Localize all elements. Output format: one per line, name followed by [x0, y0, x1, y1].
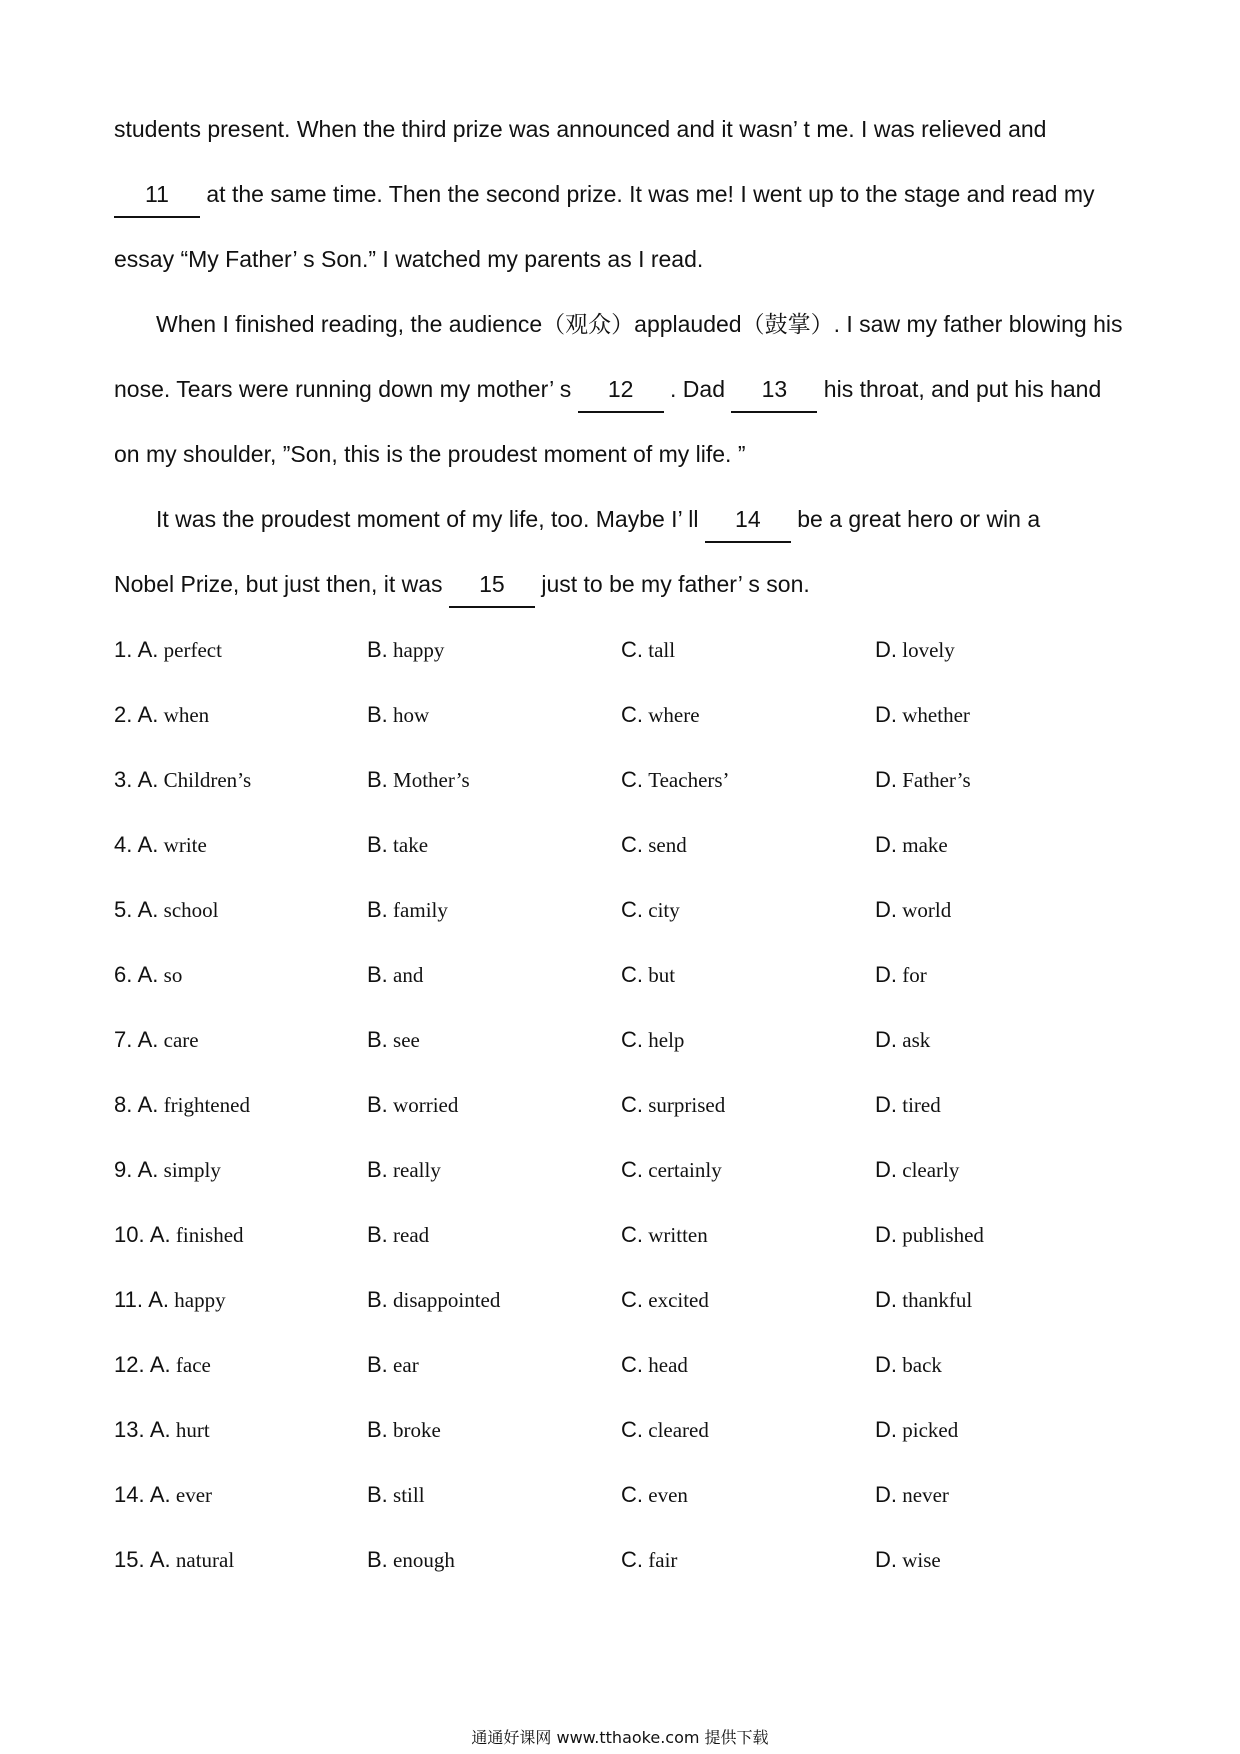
option-b — [367, 955, 423, 995]
option-text: head — [648, 1353, 688, 1377]
option-c — [621, 1215, 708, 1255]
passage-text: essay “My Father’ s Son.” I watched my parents as I read. — [114, 246, 704, 272]
option-text: lovely — [902, 638, 955, 662]
option-text: even — [648, 1483, 688, 1507]
option-text: help — [648, 1028, 685, 1052]
option-letter: C. — [621, 832, 643, 857]
option-d — [875, 1280, 972, 1320]
option-d — [875, 825, 948, 865]
option-b — [367, 630, 444, 670]
option-letter: B. — [367, 897, 388, 922]
question-number: 4. — [114, 832, 133, 857]
option-d — [875, 1085, 941, 1125]
option-a — [114, 695, 209, 735]
option-letter: C. — [621, 1157, 643, 1182]
option-a — [114, 1085, 250, 1125]
option-text: Teachers’ — [648, 768, 730, 792]
passage-line — [114, 234, 1134, 299]
passage-line — [114, 299, 1134, 364]
option-c — [621, 1410, 709, 1450]
option-letter: A. — [149, 1222, 171, 1247]
option-letter: A. — [149, 1482, 171, 1507]
question-number: 15. — [114, 1547, 145, 1572]
blank-14: 14 — [705, 497, 791, 543]
option-text: see — [393, 1028, 420, 1052]
question-number: 2. — [114, 702, 133, 727]
option-letter: C. — [621, 702, 643, 727]
option-d — [875, 1475, 949, 1515]
option-letter: C. — [621, 1417, 643, 1442]
blank-12: 12 — [578, 367, 664, 413]
passage-line — [114, 494, 1134, 559]
option-b — [367, 1475, 425, 1515]
option-text: perfect — [163, 638, 222, 662]
option-text: so — [163, 963, 183, 987]
option-text: finished — [175, 1223, 244, 1247]
option-letter: C. — [621, 1222, 643, 1247]
option-text: thankful — [902, 1288, 973, 1312]
option-text: written — [648, 1223, 708, 1247]
option-text: tall — [648, 638, 676, 662]
option-c — [621, 1280, 709, 1320]
option-d — [875, 955, 927, 995]
option-letter: C. — [621, 637, 643, 662]
option-c — [621, 1085, 725, 1125]
option-letter: C. — [621, 897, 643, 922]
question-row — [114, 825, 1134, 890]
option-text: whether — [902, 703, 970, 727]
option-letter: D. — [875, 1482, 897, 1507]
passage-line — [114, 429, 1134, 494]
question-row — [114, 1215, 1134, 1280]
option-b — [367, 1085, 458, 1125]
option-d — [875, 1215, 984, 1255]
option-text: world — [902, 898, 952, 922]
option-text: natural — [175, 1548, 235, 1572]
option-text: disappointed — [393, 1288, 501, 1312]
blank-13: 13 — [731, 367, 817, 413]
passage-text: be a great hero or win a — [790, 506, 1041, 532]
option-text: read — [393, 1223, 430, 1247]
option-b — [367, 1215, 429, 1255]
passage-text: his throat, and put his hand — [817, 376, 1102, 402]
option-text: fair — [648, 1548, 678, 1572]
option-letter: C. — [621, 1482, 643, 1507]
question-row — [114, 890, 1134, 955]
option-b — [367, 1280, 500, 1320]
passage-text: on my shoulder, ”Son, this is the proudest moment of my life. ” — [114, 441, 746, 467]
option-letter: B. — [367, 1352, 388, 1377]
question-number: 9. — [114, 1157, 133, 1182]
option-b — [367, 1150, 441, 1190]
option-a — [114, 890, 218, 930]
option-text: happy — [174, 1288, 226, 1312]
option-a — [114, 760, 251, 800]
option-c — [621, 1475, 688, 1515]
blank-15: 15 — [449, 562, 535, 608]
option-a — [114, 1280, 226, 1320]
option-letter: D. — [875, 1222, 897, 1247]
option-text: Children’s — [163, 768, 252, 792]
option-c — [621, 695, 700, 735]
question-row — [114, 1020, 1134, 1085]
option-letter: B. — [367, 1222, 388, 1247]
option-letter: D. — [875, 962, 897, 987]
option-text: frightened — [163, 1093, 250, 1117]
option-letter: D. — [875, 1417, 897, 1442]
option-letter: B. — [367, 1092, 388, 1117]
option-letter: A. — [148, 1287, 169, 1312]
question-row — [114, 1150, 1134, 1215]
option-a — [114, 1475, 212, 1515]
option-b — [367, 1540, 455, 1580]
option-d — [875, 1345, 942, 1385]
option-c — [621, 1540, 677, 1580]
option-c — [621, 955, 675, 995]
passage-line — [114, 559, 1134, 624]
option-c — [621, 1345, 688, 1385]
option-d — [875, 695, 970, 735]
option-b — [367, 695, 429, 735]
option-letter: C. — [621, 1352, 643, 1377]
option-letter: C. — [621, 1092, 643, 1117]
question-row — [114, 695, 1134, 760]
option-letter: D. — [875, 1352, 897, 1377]
question-number: 7. — [114, 1027, 133, 1052]
option-text: where — [648, 703, 700, 727]
option-letter: D. — [875, 1547, 897, 1572]
option-letter: B. — [367, 1287, 388, 1312]
option-text: enough — [393, 1548, 455, 1572]
option-d — [875, 1020, 930, 1060]
footer-watermark: 通通好课网 www.tthaoke.com 提供下载 — [471, 1728, 769, 1747]
passage-text: students present. When the third prize was announced and it wasn’ t me. I was relieved and — [114, 116, 1047, 142]
option-d — [875, 890, 951, 930]
option-letter: A. — [137, 897, 159, 922]
option-b — [367, 1020, 420, 1060]
option-c — [621, 825, 687, 865]
question-number: 13. — [114, 1417, 145, 1442]
option-d — [875, 1540, 941, 1580]
option-letter: B. — [367, 1417, 388, 1442]
passage — [114, 104, 1134, 624]
option-text: face — [175, 1353, 211, 1377]
option-letter: D. — [875, 767, 897, 792]
passage-line — [114, 364, 1134, 429]
option-letter: D. — [875, 702, 897, 727]
question-number: 10. — [114, 1222, 145, 1247]
option-c — [621, 630, 675, 670]
option-text: surprised — [648, 1093, 726, 1117]
question-row — [114, 1410, 1134, 1475]
option-text: Father’s — [902, 768, 971, 792]
question-row — [114, 1345, 1134, 1410]
option-d — [875, 1150, 959, 1190]
option-text: worried — [393, 1093, 459, 1117]
option-a — [114, 1410, 210, 1450]
passage-text: . Dad — [663, 376, 732, 402]
option-letter: A. — [137, 1027, 159, 1052]
option-letter: A. — [137, 1092, 159, 1117]
option-letter: A. — [137, 962, 159, 987]
option-letter: A. — [149, 1417, 171, 1442]
option-c — [621, 1020, 684, 1060]
passage-text: When I finished reading, the audience（观众）applauded（鼓掌）. I saw my father blowing his — [156, 311, 1123, 337]
option-text: ear — [393, 1353, 419, 1377]
option-a — [114, 1150, 221, 1190]
passage-line — [114, 169, 1134, 234]
option-b — [367, 825, 428, 865]
option-a — [114, 630, 222, 670]
option-text: city — [648, 898, 680, 922]
option-text: broke — [393, 1418, 441, 1442]
question-row — [114, 1475, 1134, 1540]
option-c — [621, 760, 730, 800]
option-letter: D. — [875, 1157, 897, 1182]
option-letter: C. — [621, 962, 643, 987]
option-text: simply — [163, 1158, 221, 1182]
option-text: hurt — [175, 1418, 210, 1442]
option-letter: A. — [137, 1157, 159, 1182]
question-number: 12. — [114, 1352, 145, 1377]
option-text: certainly — [648, 1158, 722, 1182]
passage-text: at the same time. Then the second prize. It was me! I went up to the stage and read my — [200, 181, 1095, 207]
option-letter: B. — [367, 1547, 388, 1572]
question-options — [114, 630, 1134, 1605]
option-b — [367, 760, 470, 800]
option-b — [367, 1345, 419, 1385]
passage-text: Nobel Prize, but just then, it was — [114, 571, 449, 597]
option-letter: A. — [137, 767, 159, 792]
option-letter: A. — [137, 702, 159, 727]
option-text: never — [902, 1483, 949, 1507]
option-text: family — [393, 898, 448, 922]
option-letter: D. — [875, 637, 897, 662]
option-text: for — [902, 963, 927, 987]
option-text: cleared — [648, 1418, 709, 1442]
option-letter: B. — [367, 1482, 388, 1507]
option-text: and — [393, 963, 424, 987]
option-c — [621, 1150, 722, 1190]
option-text: send — [648, 833, 687, 857]
option-text: make — [902, 833, 948, 857]
option-a — [114, 955, 182, 995]
option-text: back — [902, 1353, 942, 1377]
question-row — [114, 1280, 1134, 1345]
blank-11: 11 — [114, 172, 200, 218]
passage-text: nose. Tears were running down my mother’ s — [114, 376, 578, 402]
option-letter: D. — [875, 897, 897, 922]
option-text: excited — [648, 1288, 709, 1312]
option-d — [875, 630, 955, 670]
option-text: really — [393, 1158, 441, 1182]
question-row — [114, 630, 1134, 695]
option-c — [621, 890, 680, 930]
option-text: ever — [175, 1483, 213, 1507]
option-letter: A. — [149, 1547, 171, 1572]
option-a — [114, 1020, 199, 1060]
option-letter: B. — [367, 637, 388, 662]
option-b — [367, 1410, 441, 1450]
option-text: write — [163, 833, 207, 857]
option-letter: B. — [367, 1157, 388, 1182]
option-d — [875, 1410, 958, 1450]
option-letter: A. — [149, 1352, 171, 1377]
option-text: picked — [902, 1418, 959, 1442]
option-text: wise — [902, 1548, 941, 1572]
option-letter: D. — [875, 1027, 897, 1052]
passage-text: just to be my father’ s son. — [534, 571, 810, 597]
option-text: Mother’s — [393, 768, 470, 792]
option-text: still — [393, 1483, 425, 1507]
option-a — [114, 1215, 244, 1255]
option-text: happy — [393, 638, 445, 662]
option-text: school — [163, 898, 219, 922]
option-text: ask — [902, 1028, 931, 1052]
passage-text: It was the proudest moment of my life, too. Maybe I’ ll — [156, 506, 705, 532]
option-letter: A. — [137, 832, 159, 857]
option-text: when — [163, 703, 210, 727]
question-number: 8. — [114, 1092, 133, 1117]
option-text: clearly — [902, 1158, 960, 1182]
option-letter: B. — [367, 962, 388, 987]
question-row — [114, 955, 1134, 1020]
option-letter: B. — [367, 767, 388, 792]
option-letter: B. — [367, 1027, 388, 1052]
option-text: take — [393, 833, 429, 857]
option-letter: B. — [367, 832, 388, 857]
question-number: 3. — [114, 767, 133, 792]
question-number: 6. — [114, 962, 133, 987]
option-b — [367, 890, 448, 930]
option-text: but — [648, 963, 676, 987]
option-letter: D. — [875, 1092, 897, 1117]
passage-line — [114, 104, 1134, 169]
question-number: 11. — [114, 1287, 143, 1312]
option-text: published — [902, 1223, 984, 1247]
option-letter: A. — [137, 637, 159, 662]
question-number: 5. — [114, 897, 133, 922]
question-row — [114, 1540, 1134, 1605]
option-letter: D. — [875, 1287, 897, 1312]
option-a — [114, 1540, 234, 1580]
option-d — [875, 760, 971, 800]
option-letter: C. — [621, 767, 643, 792]
question-row — [114, 760, 1134, 825]
option-text: care — [163, 1028, 199, 1052]
option-a — [114, 1345, 211, 1385]
option-letter: D. — [875, 832, 897, 857]
option-letter: B. — [367, 702, 388, 727]
question-number: 1. — [114, 637, 133, 662]
option-text: how — [393, 703, 430, 727]
option-a — [114, 825, 207, 865]
option-letter: C. — [621, 1287, 643, 1312]
question-row — [114, 1085, 1134, 1150]
question-number: 14. — [114, 1482, 145, 1507]
option-letter: C. — [621, 1547, 643, 1572]
option-letter: C. — [621, 1027, 643, 1052]
option-text: tired — [902, 1093, 941, 1117]
